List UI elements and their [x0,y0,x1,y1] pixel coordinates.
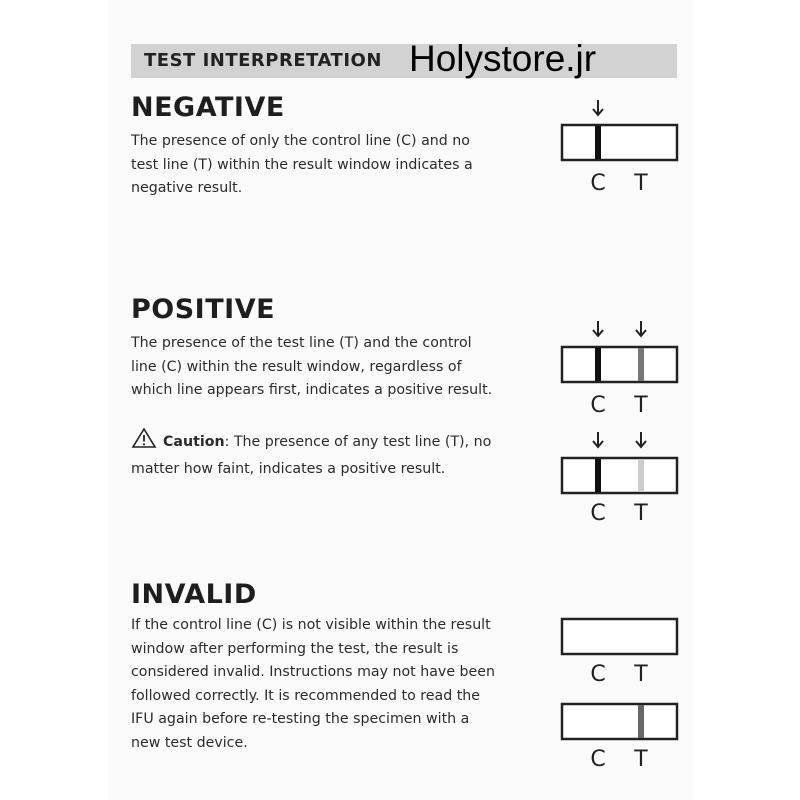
negative-test-diagram [552,94,692,214]
negative-title: NEGATIVE [131,92,285,123]
control-line [595,459,601,492]
result-window [562,458,677,493]
result-window [562,125,677,160]
down-arrow-icon [593,321,603,336]
t-label: T [634,393,648,418]
test-line [638,348,644,381]
warning-triangle-icon [131,427,157,458]
watermark-text: Holystore.jr [409,38,597,79]
positive-title: POSITIVE [131,294,276,325]
c-label: C [590,501,606,526]
down-arrow-icon [593,432,603,447]
down-arrow-icon [593,100,603,115]
invalid-description: If the control line (C) is not visible within the result window after performing the test, the result is considered invalid. Instructions may not have been followed correctly. It is recommended to read the IFU again before re-testing the specimen with a new test device. [131,617,496,751]
t-label: T [634,501,648,526]
caution-label: Caution [163,434,225,450]
c-label: C [590,747,606,772]
caution-note [131,427,511,481]
c-label: C [590,171,606,196]
positive-test-diagram [552,316,692,436]
result-window [562,619,677,654]
test-line [638,705,644,738]
positive-description: The presence of the test line (T) and the control line (C) within the result window, regardless of which line appears first, indicates a positive result. [131,335,493,398]
control-line [595,126,601,159]
t-label: T [634,171,648,196]
caution-text: : The presence of any test line (T), no matter how faint, indicates a positive result. [131,434,492,477]
result-window [562,704,677,739]
t-label: T [634,747,648,772]
invalid-title: INVALID [131,579,257,610]
c-label: C [590,393,606,418]
negative-description: The presence of only the control line (C) and no test line (T) within the result window indicates a negative result. [131,133,473,196]
faint-test-line [638,459,644,492]
t-label: T [634,662,648,687]
result-window [562,347,677,382]
invalid-test-only-diagram [552,673,692,793]
down-arrow-icon [636,432,646,447]
down-arrow-icon [636,321,646,336]
c-label: C [590,662,606,687]
faint-positive-test-diagram [552,427,692,547]
control-line [595,348,601,381]
page-title: TEST INTERPRETATION [144,50,382,71]
